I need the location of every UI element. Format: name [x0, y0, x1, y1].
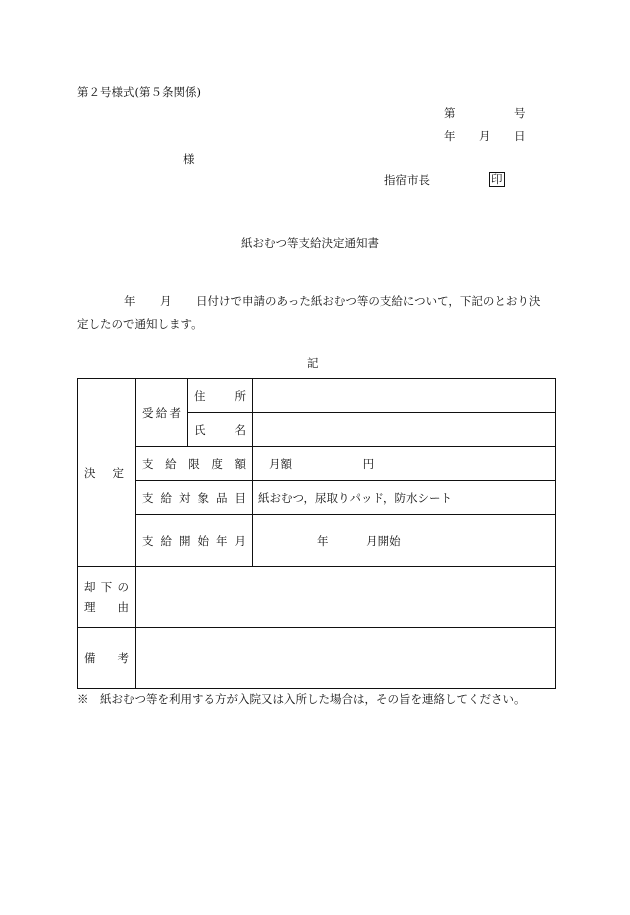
- name-label-cell: [188, 413, 253, 447]
- items-char-2: 給: [160, 490, 172, 505]
- rejection-value-cell: [136, 567, 556, 628]
- address-row: [78, 379, 556, 413]
- rejection-row: [78, 567, 556, 628]
- limit-char-3: 限: [188, 456, 200, 471]
- items-char-6: 目: [234, 490, 246, 505]
- recipient-char-3: 者: [169, 405, 181, 420]
- start-char-4: 始: [197, 533, 209, 548]
- footnote: ※ 紙おむつ等を利用する方が入院又は入所した場合は，その旨を連絡してください。: [77, 692, 526, 706]
- rejection-char-2: 下: [100, 580, 113, 594]
- address-label-cell: [188, 379, 253, 413]
- remarks-char-2: 考: [117, 651, 129, 665]
- address-char-2: 所: [234, 388, 246, 403]
- items-value: 紙おむつ，尿取りパッド，防水シート: [258, 490, 453, 505]
- date-month: 月: [479, 129, 491, 143]
- name-char-1: 氏: [194, 422, 206, 437]
- items-char-3: 対: [179, 490, 191, 505]
- start-char-1: 支: [142, 533, 154, 548]
- rejection-label-cell: [78, 567, 136, 628]
- body-year: 年: [124, 294, 136, 308]
- rejection-char-4: 理: [84, 600, 96, 614]
- number-suffix: 号: [514, 106, 526, 120]
- rejection-char-1: 却: [84, 580, 96, 594]
- recipient-suffix: 様: [183, 152, 195, 166]
- decision-char-1: 決: [84, 465, 96, 480]
- body-text-line1: 日付けで申請のあった紙おむつ等の支給について，下記のとおり決: [196, 294, 541, 308]
- limit-yen: 円: [362, 456, 375, 471]
- address-value-cell: [253, 379, 556, 413]
- decision-cell: [78, 379, 136, 567]
- limit-value-cell: [253, 447, 556, 481]
- remarks-char-1: 備: [84, 651, 96, 665]
- items-char-5: 品: [216, 490, 228, 505]
- number-prefix: 第: [444, 106, 456, 120]
- rejection-char-3: の: [117, 580, 129, 594]
- recipient-char-1: 受: [142, 405, 154, 420]
- start-char-6: 月: [234, 533, 246, 548]
- start-year: 年: [317, 533, 329, 548]
- decision-char-2: 定: [112, 465, 124, 480]
- start-char-5: 年: [216, 533, 228, 548]
- ki-heading: 記: [307, 356, 319, 370]
- items-char-1: 支: [142, 490, 154, 505]
- items-label-cell: [136, 481, 253, 515]
- remarks-value-cell: [136, 628, 556, 689]
- issuer: 指宿市長: [384, 173, 430, 187]
- limit-label-cell: [136, 447, 253, 481]
- items-value-cell: [253, 481, 556, 515]
- remarks-row: [78, 628, 556, 689]
- form-number: 第２号様式(第５条関係): [77, 85, 201, 99]
- start-row: [78, 515, 556, 567]
- date-year: 年: [444, 129, 456, 143]
- start-char-2: 給: [160, 533, 172, 548]
- limit-char-1: 支: [142, 456, 154, 471]
- recipient-cell: [136, 379, 188, 447]
- body-month: 月: [160, 294, 172, 308]
- start-label-cell: [136, 515, 253, 567]
- remarks-label-cell: [78, 628, 136, 689]
- name-value-cell: [253, 413, 556, 447]
- seal-text: 印: [491, 172, 503, 186]
- date-day: 日: [514, 129, 526, 143]
- body-text-line2: 定したので通知します。: [77, 317, 203, 331]
- start-char-3: 開: [179, 533, 191, 548]
- start-month: 月開始: [366, 533, 401, 548]
- items-char-4: 象: [197, 490, 209, 505]
- limit-monthly: 月額: [269, 456, 292, 471]
- rejection-char-5: 由: [117, 600, 129, 614]
- limit-char-4: 度: [211, 456, 223, 471]
- limit-char-2: 給: [165, 456, 177, 471]
- address-char-1: 住: [194, 388, 206, 403]
- document-title: 紙おむつ等支給決定通知書: [241, 236, 379, 250]
- name-char-2: 名: [234, 422, 246, 437]
- start-value-cell: [253, 515, 556, 567]
- items-row: [78, 481, 556, 515]
- decision-table: [77, 378, 556, 689]
- recipient-char-2: 給: [155, 405, 168, 420]
- limit-row: [78, 447, 556, 481]
- limit-char-5: 額: [234, 456, 246, 471]
- seal-mark: [489, 172, 505, 187]
